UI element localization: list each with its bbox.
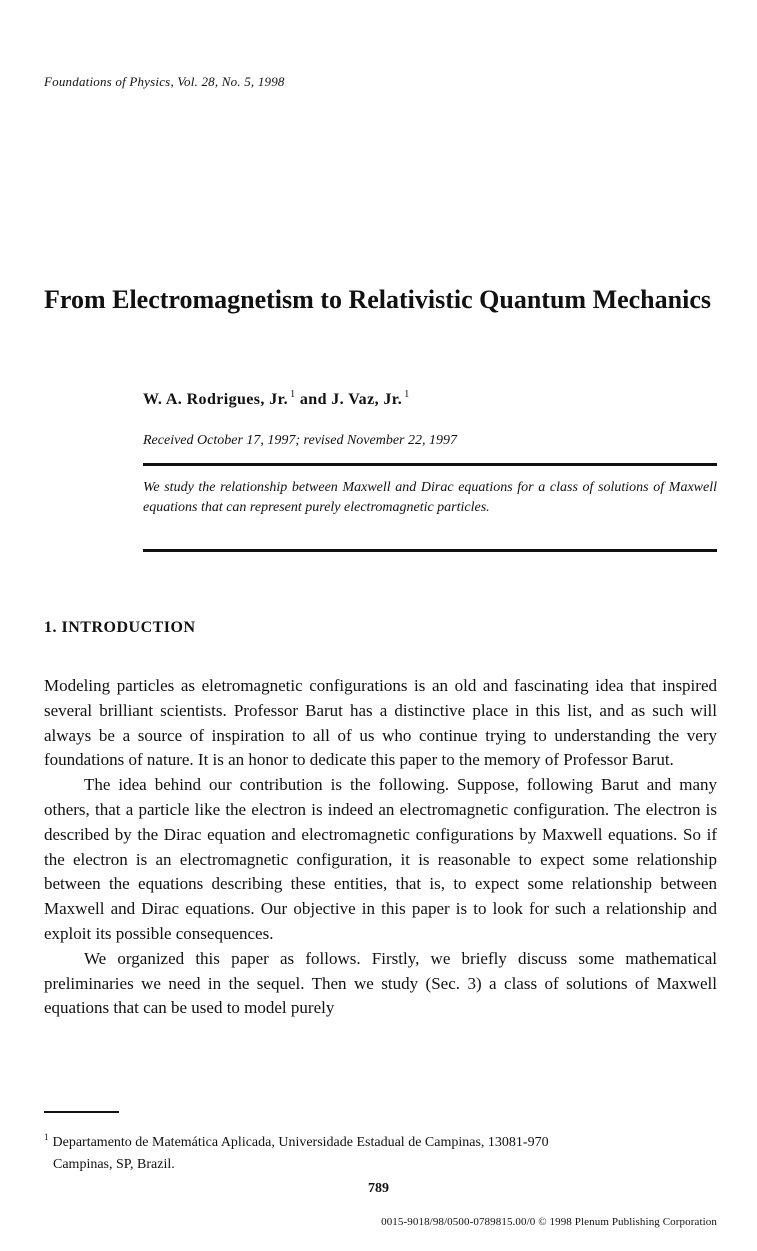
author-joiner: and bbox=[299, 391, 327, 408]
page-number: 789 bbox=[368, 1181, 389, 1196]
paragraph: We organized this paper as follows. Firstly, we briefly discuss some mathematical preliminaries we need in the sequel. Then we study (Sec. 3) a class of solutions of Maxwell equations that can be used to model purely bbox=[44, 948, 717, 1018]
footnote-divider bbox=[44, 1111, 119, 1113]
affiliation-mark: 1 bbox=[404, 389, 410, 400]
paragraph: Modeling particles as eletromagnetic configurations is an old and fascinating idea that inspired several brilliant scientists. Professor Barut has a distinctive place in this list, and as such will always be a source of inspiration to all of us who continue trying to understanding the very foundations of nature. It is an honor to dedicate this paper to the memory of Professor Barut. bbox=[44, 676, 717, 770]
journal-citation: Foundations of Physics, Vol. 28, No. 5, 1998 bbox=[44, 74, 285, 89]
abstract-bottom-rule bbox=[143, 549, 717, 552]
author-name: J. Vaz, Jr. bbox=[331, 391, 403, 408]
copyright-line: 0015-9018/98/0500-0789815.00/0 © 1998 Plenum Publishing Corporation bbox=[381, 1216, 717, 1228]
article-title: From Electromagnetism to Relativistic Quantum Mechanics bbox=[44, 285, 711, 314]
section-body bbox=[44, 674, 717, 1021]
author-name: W. A. Rodrigues, Jr. bbox=[143, 391, 289, 408]
author-line bbox=[143, 389, 410, 409]
abstract-top-rule bbox=[143, 463, 717, 466]
footnote-affiliation-cont: Campinas, SP, Brazil. bbox=[53, 1157, 175, 1172]
received-dates: Received October 17, 1997; revised November 22, 1997 bbox=[143, 433, 457, 448]
footnote bbox=[44, 1126, 717, 1176]
section-heading: 1. INTRODUCTION bbox=[44, 619, 196, 636]
footnote-mark: 1 bbox=[44, 1132, 49, 1142]
footnote-affiliation: Departamento de Matemática Aplicada, Universidade Estadual de Campinas, 13081-970 bbox=[52, 1135, 549, 1150]
abstract: We study the relationship between Maxwell and Dirac equations for a class of solutions of Maxwell equations that can represent purely electromagnetic particles. bbox=[143, 480, 717, 515]
affiliation-mark: 1 bbox=[290, 389, 296, 400]
paragraph: The idea behind our contribution is the following. Suppose, following Barut and many others, that a particle like the electron is indeed an electromagnetic configuration. The electron is described by the Dirac equation and electromagnetic configurations by Maxwell equations. So if the electron is an electromagnetic configuration, it is reasonable to expect some relationship between the equations describing these entities, that is, to expect some relationship between Maxwell and Dirac equations. Our objective in this paper is to look for such a relationship and exploit its possible consequences. bbox=[44, 775, 717, 943]
